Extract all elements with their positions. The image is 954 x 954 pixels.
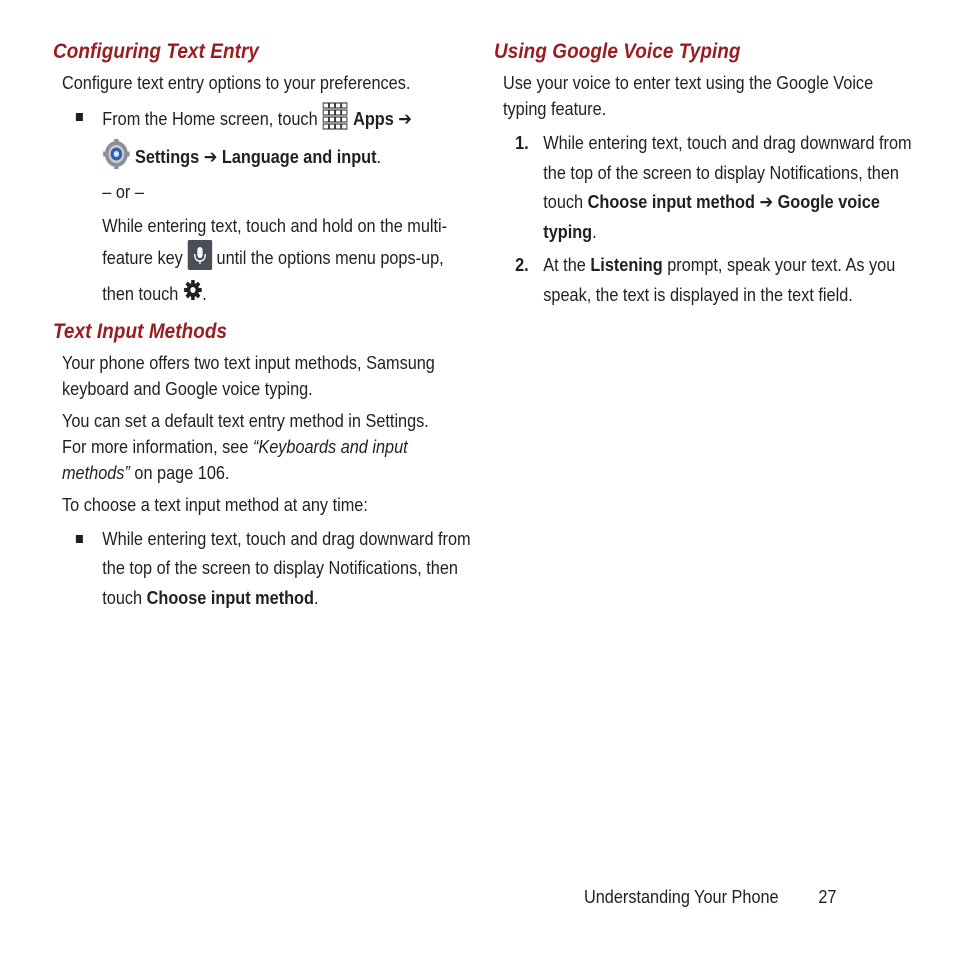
input-methods-intro: Your phone offers two text input methods, Samsung keyboard and Google voice typing. bbox=[62, 351, 435, 399]
arrow-2: ➔ bbox=[203, 145, 218, 167]
footer-section: Understanding Your Phone bbox=[584, 886, 779, 907]
page-footer bbox=[584, 886, 836, 908]
step-1-number: 1. bbox=[515, 132, 529, 153]
listening-label: Listening bbox=[590, 254, 663, 275]
settings-gear-icon bbox=[102, 139, 130, 178]
default-method-para: You can set a default text entry method in Settings. For more information, see “Keyboards and input methods” on page 106. bbox=[62, 409, 429, 483]
arrow-1: ➔ bbox=[398, 108, 412, 130]
page-number: 27 bbox=[818, 886, 837, 907]
heading-configuring-text-entry: Configuring Text Entry bbox=[53, 40, 260, 63]
apps-grid-icon bbox=[322, 102, 348, 139]
step-2-number: 2. bbox=[515, 254, 529, 275]
apps-label: Apps bbox=[353, 108, 394, 130]
step-2: 2. At the Listening prompt, speak your text. As you speak, the text is displayed in the text field. bbox=[494, 250, 922, 309]
bullet-square-icon bbox=[76, 113, 83, 121]
choose-method-para: To choose a text input method at any time: bbox=[62, 493, 368, 515]
right-column bbox=[494, 40, 912, 313]
bullet-home-screen: From the Home screen, touch Apps ➔ Settings ➔ Language and input. bbox=[53, 102, 472, 177]
keyboards-link[interactable]: “Keyboards and input methods” bbox=[62, 435, 408, 483]
language-input-label: Language and input bbox=[221, 145, 377, 167]
bullet-choose-input: While entering text, touch and drag downward from the top of the screen to display Notifications, then touch Choose input method. bbox=[53, 524, 472, 613]
microphone-key-icon bbox=[187, 240, 212, 279]
configure-intro: Configure text entry options to your preferences. bbox=[62, 72, 411, 93]
choose-input-method-label: Choose input method bbox=[146, 586, 314, 608]
choose-input-method-label: Choose input method bbox=[587, 191, 755, 212]
voice-intro: Use your voice to enter text using the Google Voice typing feature. bbox=[503, 72, 874, 119]
left-column bbox=[53, 40, 471, 612]
alt-method-text: While entering text, touch and hold on the multi-feature key until the options menu pops-up, then touch . bbox=[53, 211, 472, 310]
settings-label: Settings bbox=[134, 145, 200, 167]
google-voice-typing-label: Google voice typing bbox=[543, 191, 880, 242]
bullet-square-icon bbox=[76, 535, 83, 543]
small-gear-icon bbox=[183, 279, 202, 310]
or-separator: – or – bbox=[102, 181, 144, 202]
heading-google-voice-typing: Using Google Voice Typing bbox=[494, 40, 741, 63]
arrow-3: ➔ bbox=[759, 191, 774, 212]
heading-text-input-methods: Text Input Methods bbox=[53, 319, 228, 343]
step-1: 1. While entering text, touch and drag downward from the top of the screen to display Notifications, then touch Choose input method ➔ Google voice typing. bbox=[494, 128, 922, 246]
